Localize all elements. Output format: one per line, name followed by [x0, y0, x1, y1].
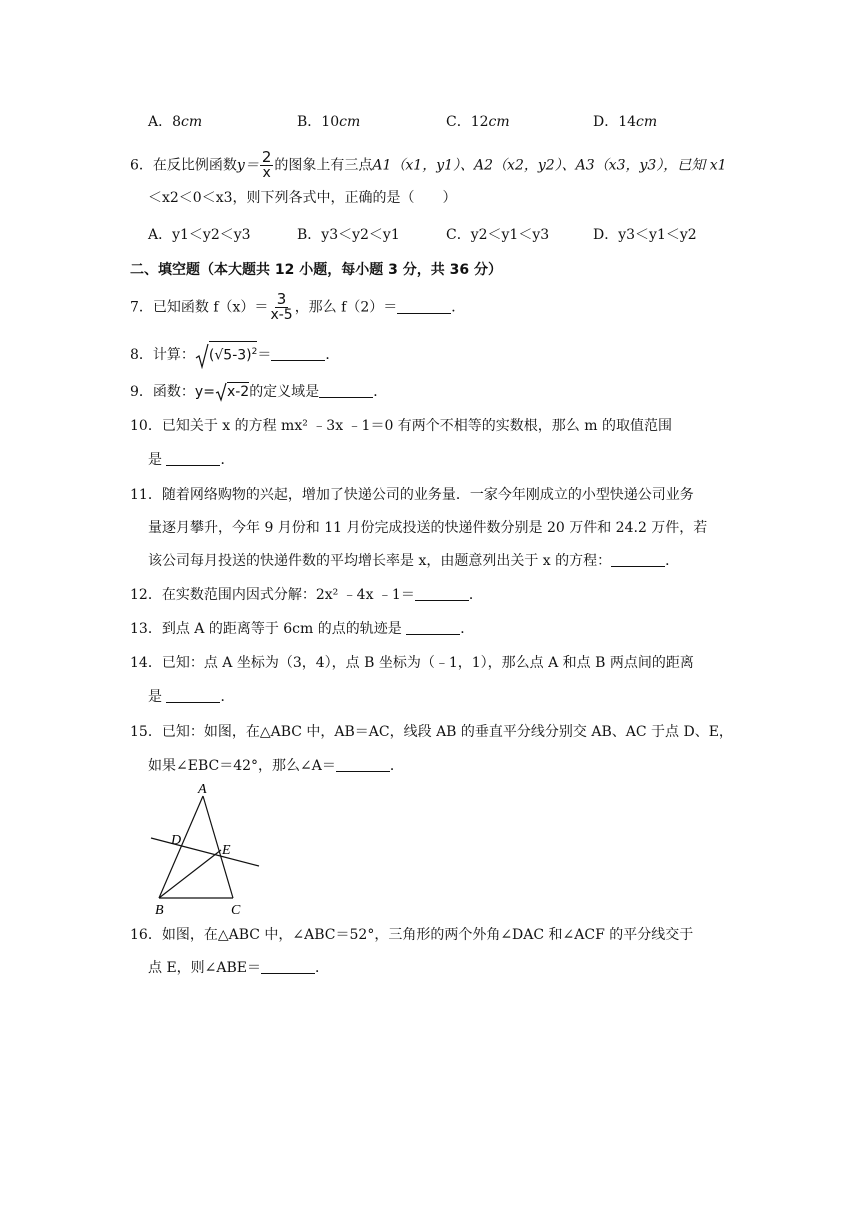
q15-triangle-figure — [145, 778, 270, 918]
q15-line-2: 如果∠EBC＝42°，那么∠A＝ ． — [148, 758, 404, 774]
q15-answer-blank[interactable] — [336, 757, 390, 772]
q7-answer-blank[interactable] — [397, 299, 451, 314]
label-d: D — [171, 833, 182, 848]
q10-line-1: 10．已知关于 x 的方程 mx² ﹣3x ﹣1＝0 有两个不相等的实数根，那么 m 的取值范围 — [130, 418, 672, 434]
q12-line: 12．在实数范围内因式分解：2x² ﹣4x ﹣1＝ ． — [130, 587, 483, 603]
label-a: A — [198, 782, 207, 797]
q5-option-a: A．8cm — [148, 114, 203, 130]
q12-answer-blank[interactable] — [415, 586, 469, 601]
q15-line-1: 15．已知：如图，在△ABC 中，AB＝AC，线段 AB 的垂直平分线分别交 AB、AC 于点 D、E， — [130, 724, 733, 740]
q11-line-1: 11．随着网络购物的兴起，增加了快递公司的业务量．一家今年刚成立的小型快递公司业务 — [130, 487, 694, 503]
q7-line: 7．已知函数 f（x）＝ $\frac{3}{x-5}$ ，那么 f（2）＝ ． — [130, 290, 466, 323]
label-c: C — [231, 903, 241, 918]
label-e: E — [222, 843, 231, 858]
q11-line-2: 量逐月攀升，今年 9 月份和 11 月份完成投送的快递件数分别是 20 万件和 24.2 万件，若 — [148, 520, 708, 536]
q8-sqrt-expression: $(√5-3)^2$ — [195, 341, 257, 369]
segment-be — [159, 850, 221, 898]
q14-line-2: 是 ． — [148, 689, 235, 705]
q9-answer-blank[interactable] — [319, 383, 373, 398]
q13-answer-blank[interactable] — [406, 620, 460, 635]
label-b: B — [155, 903, 164, 918]
q16-line-1: 16．如图，在△ABC 中，∠ABC＝52°，三角形的两个外角∠DAC 和∠ACF 的平分线交于 — [130, 927, 694, 943]
section-2-heading: 二、填空题（本大题共 12 小题，每小题 3 分，共 36 分） — [130, 262, 502, 278]
q14-line-1: 14．已知：点 A 坐标为（3，4），点 B 坐标为（﹣1，1），那么点 A 和点 B 两点间的距离 — [130, 655, 694, 671]
q9-sqrt-expression: x-2 — [215, 382, 249, 402]
q6-option-b: B．y3＜y2＜y1 — [297, 227, 400, 243]
sqrt-sign-icon — [195, 343, 209, 369]
q16-line-2: 点 E，则∠ABE＝ ． — [148, 960, 330, 976]
q6-option-a: A．y1＜y2＜y3 — [148, 227, 251, 243]
q6-option-c: C．y2＜y1＜y3 — [446, 227, 550, 243]
q5-option-d: D．14cm — [593, 114, 658, 130]
q6-fraction: $\frac{2}{x}$ — [261, 148, 272, 181]
q9-line: 9．函数：y= x-2的定义域是 ． — [130, 384, 388, 400]
q6-line-1: 6．在反比例函数y＝ $\frac{2}{x}$ 的图象上有三点A1（x1，y1）、A2（x2，y2）、A3（x3，y3），已知 x1 — [130, 148, 727, 181]
q16-answer-blank[interactable] — [261, 959, 315, 974]
q8-answer-blank[interactable] — [271, 346, 325, 361]
q6-line-2: ＜x2＜0＜x3，则下列各式中，正确的是（ ） — [148, 190, 457, 206]
q13-line: 13．到点 A 的距离等于 6cm 的点的轨迹是 ． — [130, 621, 475, 637]
q10-line-2: 是 ． — [148, 452, 235, 468]
q7-fraction: $\frac{3}{x-5}$ — [270, 290, 293, 323]
q5-option-c: C．12cm — [446, 114, 510, 130]
q11-answer-blank[interactable] — [611, 552, 665, 567]
q5-option-b: B．10cm — [297, 114, 361, 130]
q8-line: 8．计算： $(√5-3)^2=$ ． — [130, 341, 339, 369]
q11-line-3: 该公司每月投送的快递件数的平均增长率是 x，由题意列出关于 x 的方程： ． — [148, 553, 680, 569]
q10-answer-blank[interactable] — [166, 451, 220, 466]
q14-answer-blank[interactable] — [166, 688, 220, 703]
sqrt-sign-icon — [215, 382, 227, 402]
q6-option-d: D．y3＜y1＜y2 — [593, 227, 697, 243]
